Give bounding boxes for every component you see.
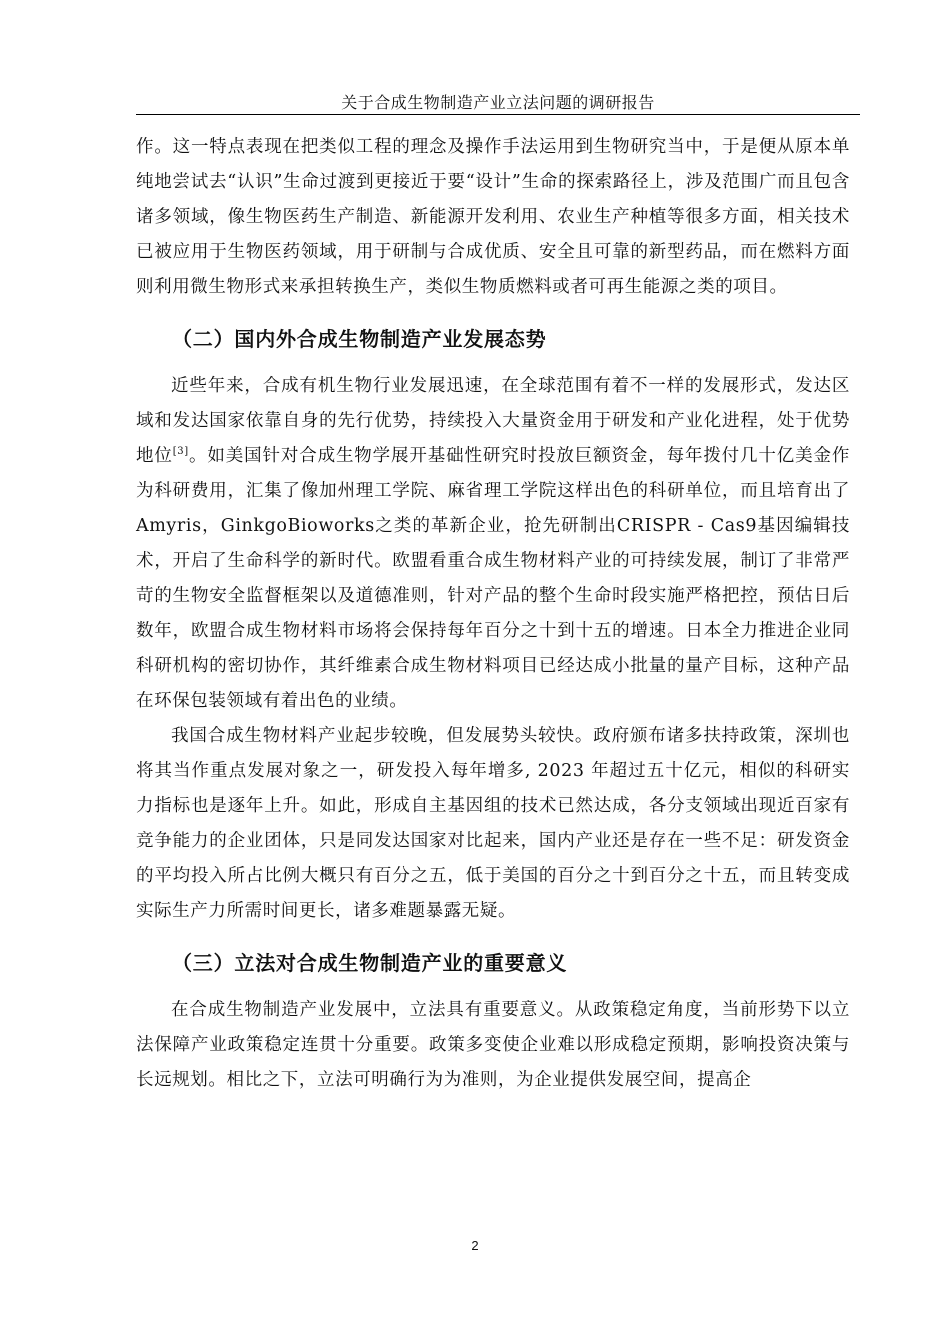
paragraph-text-after-ref: 。如美国针对合成生物学展开基础性研究时投放巨额资金，每年拨付几十亿美金作为科研费用，汇集了像加州理工学院、麻省理工学院这样出色的科研单位，而且培育出了Amyris，GinkgoBioworks之类的革新企业，抢先研制出CRISPR - Cas9基因编辑技术，开启了生命科学的新时代。欧盟看重合成生物材料产业的可持续发展，制订了非常严苛的生物安全监督框架以及道德准则，针对产品的整个生命时段实施严格把控，预估日后数年，欧盟合成生物材料市场将会保持每年百分之十到十五的增速。日本全力推进企业同科研机构的密切协作，其纤维素合成生物材料项目已经达成小批量的量产目标，这种产品在环保包装领域有着出色的业绩。	[136, 446, 850, 711]
section-heading-2: （二）国内外合成生物制造产业发展态势	[172, 327, 547, 351]
running-header: 关于合成生物制造产业立法问题的调研报告	[341, 93, 655, 112]
body-content	[136, 130, 850, 1098]
section-heading-3: （三）立法对合成生物制造产业的重要意义	[172, 951, 568, 975]
paragraph-text-before-ref: 近些年来，合成有机生物行业发展迅速，在全球范围有着不一样的发展形式，发达区域和发达国家依靠自身的先行优势，持续投入大量资金用于研发和产业化进程，处于优势地位	[136, 376, 850, 466]
citation-reference: [3]	[172, 446, 189, 458]
header-divider	[136, 114, 860, 115]
page-number: 2	[471, 1238, 479, 1253]
section-2-paragraph-2: 我国合成生物材料产业起步较晚，但发展势头较快。政府颁布诸多扶持政策，深圳也将其当作重点发展对象之一，研发投入每年增多, 2023 年超过五十亿元，相似的科研实力指标也是逐年上升。如此，形成自主基因组的技术已然达成，各分支领域出现近百家有竞争能力的企业团体，只是同发达国家对比起来，国内产业还是存在一些不足：研发资金的平均投入所占比例大概只有百分之五，低于美国的百分之十到百分之十五，而且转变成实际生产力所需时间更长，诸多难题暴露无疑。	[136, 726, 850, 921]
section-3-paragraph-1: 在合成生物制造产业发展中，立法具有重要意义。从政策稳定角度，当前形势下以立法保障产业政策稳定连贯十分重要。政策多变使企业难以形成稳定预期，影响投资决策与长远规划。相比之下，立法可明确行为为准则，为企业提供发展空间，提高企	[136, 1000, 850, 1090]
paragraph-continued: 作。这一特点表现在把类似工程的理念及操作手法运用到生物研究当中，于是便从原本单纯地尝试去“认识”生命过渡到更接近于要“设计”生命的探索路径上，涉及范围广而且包含诸多领域，像生物医药生产制造、新能源开发利用、农业生产种植等很多方面，相关技术已被应用于生物医药领域，用于研制与合成优质、安全且可靠的新型药品，而在燃料方面则利用微生物形式来承担转换生产，类似生物质燃料或者可再生能源之类的项目。	[136, 137, 850, 297]
section-2-paragraph-1	[136, 369, 850, 719]
